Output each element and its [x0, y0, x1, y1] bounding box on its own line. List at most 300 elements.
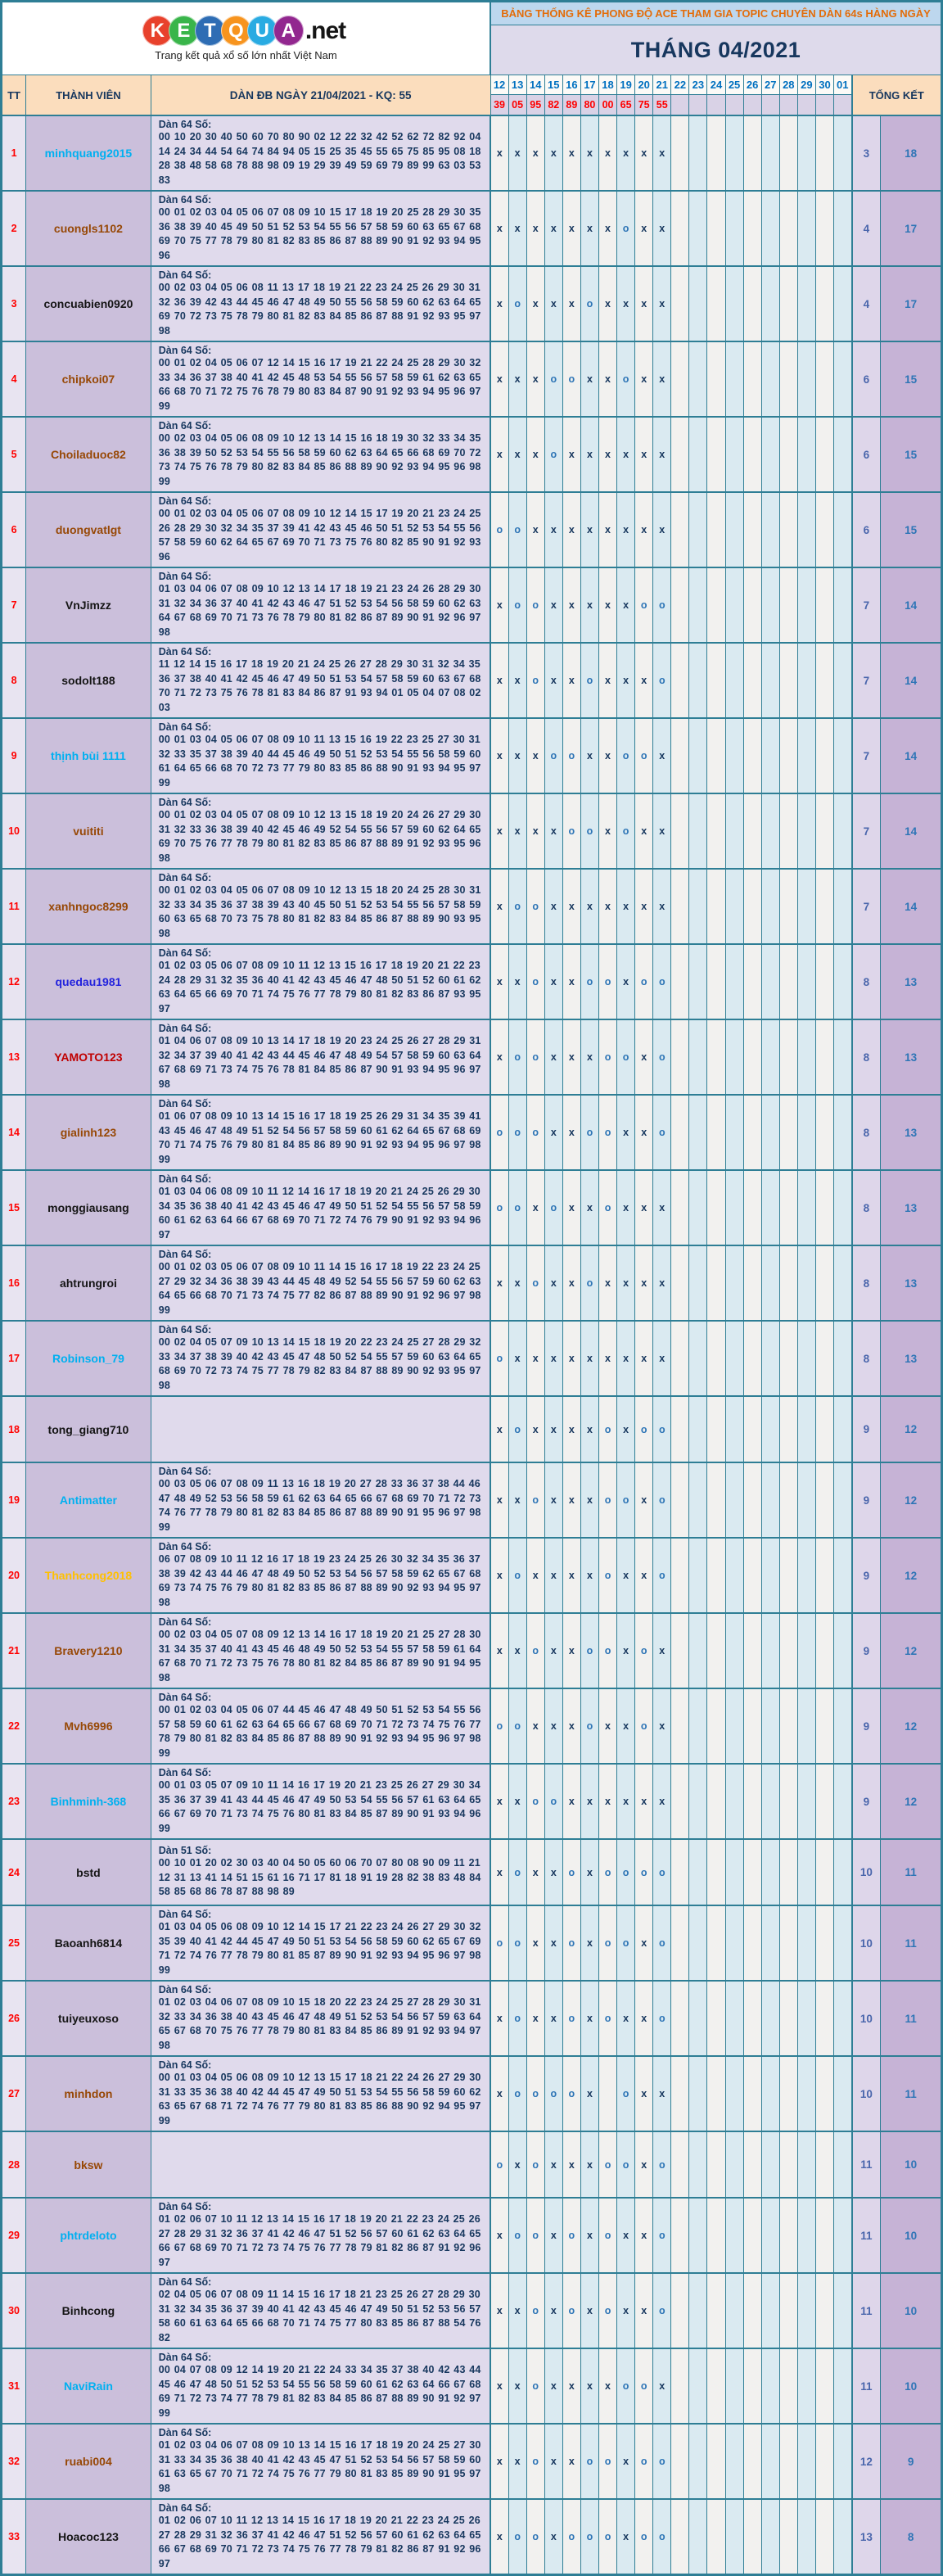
day-mark — [725, 2131, 743, 2198]
result-value — [761, 95, 779, 116]
table-row — [2, 718, 942, 793]
day-mark — [689, 643, 707, 718]
day-mark — [815, 191, 833, 266]
day-mark — [689, 266, 707, 341]
total-first: 7 — [852, 793, 881, 869]
day-mark: o — [562, 793, 580, 869]
day-mark: o — [490, 1321, 508, 1396]
day-mark: o — [508, 2499, 526, 2575]
day-mark: o — [598, 1462, 616, 1538]
total-first: 10 — [852, 1905, 881, 1981]
day-mark — [797, 2131, 815, 2198]
day-mark — [761, 1321, 779, 1396]
day-mark — [725, 793, 743, 869]
day-mark — [797, 1462, 815, 1538]
day-mark — [761, 2348, 779, 2424]
day-mark — [815, 2273, 833, 2348]
day-mark: x — [617, 2273, 635, 2348]
day-mark: x — [635, 1538, 653, 1613]
table-row — [2, 2131, 942, 2198]
total-second: 11 — [881, 1981, 942, 2056]
day-mark — [761, 1688, 779, 1764]
dan-cell — [151, 2198, 490, 2273]
dan-cell — [151, 1613, 490, 1688]
day-mark: o — [598, 1905, 616, 1981]
day-mark: x — [490, 718, 508, 793]
day-mark: x — [635, 492, 653, 567]
total-first: 4 — [852, 191, 881, 266]
day-mark — [779, 191, 797, 266]
day-mark: x — [490, 1538, 508, 1613]
dan-label: Dàn 64 Số: — [158, 1098, 212, 1109]
day-mark: o — [508, 2198, 526, 2273]
day-mark — [797, 718, 815, 793]
day-mark: x — [580, 2348, 598, 2424]
day-mark — [725, 1688, 743, 1764]
day-mark — [743, 1839, 761, 1905]
day-mark — [834, 341, 852, 417]
day-mark — [797, 567, 815, 643]
day-mark: x — [635, 341, 653, 417]
day-mark — [671, 341, 689, 417]
day-mark — [815, 1764, 833, 1839]
day-mark — [671, 1321, 689, 1396]
dan-numbers: 00 01 03 04 05 06 07 08 09 10 11 13 15 16 19 22 23 25 27 30 31 32 33 35 37 38 39 40 44 45 46 49 50 51 52 53 54 55 56 58 59 60 61 64 65 66 68 70 72 73 77 79 80 83 85 86 88 90 91 93 94 95 97 99 — [158, 734, 481, 789]
day-mark: x — [653, 417, 671, 492]
day-mark — [725, 1095, 743, 1170]
dan-cell — [151, 341, 490, 417]
day-mark: x — [580, 2056, 598, 2131]
day-mark: o — [598, 1538, 616, 1613]
member-name: Robinson_79 — [26, 1321, 151, 1396]
day-mark — [743, 1538, 761, 1613]
day-mark: x — [580, 115, 598, 191]
day-mark — [815, 115, 833, 191]
day-mark — [779, 417, 797, 492]
day-mark — [779, 1321, 797, 1396]
day-mark — [797, 944, 815, 1019]
day-mark — [815, 2056, 833, 2131]
day-mark — [671, 1170, 689, 1245]
dan-numbers: 00 02 04 05 07 09 10 13 14 15 18 19 20 22 23 24 25 27 28 29 32 33 34 37 38 39 40 42 43 45 47 48 50 52 54 55 57 59 60 63 64 65 68 69 70 72 73 74 75 77 78 79 82 83 84 87 88 89 90 92 93 95 97 98 — [158, 1336, 481, 1391]
table-row — [2, 417, 942, 492]
day-mark: o — [580, 1095, 598, 1170]
day-mark: x — [580, 1764, 598, 1839]
day-mark — [671, 2499, 689, 2575]
day-mark — [834, 2499, 852, 2575]
member-name: bksw — [26, 2131, 151, 2198]
day-mark: x — [544, 2273, 562, 2348]
day-mark: x — [598, 869, 616, 944]
day-mark — [779, 1095, 797, 1170]
site-logo[interactable] — [2, 2, 491, 75]
day-mark — [671, 115, 689, 191]
day-mark: x — [635, 2056, 653, 2131]
logo-letter: Q — [221, 16, 251, 46]
dan-label: Dàn 64 Số: — [158, 1984, 212, 1995]
day-mark: x — [490, 1764, 508, 1839]
dan-cell — [151, 1321, 490, 1396]
day-mark — [725, 2499, 743, 2575]
day-mark — [598, 2056, 616, 2131]
day-mark — [761, 1462, 779, 1538]
day-mark: o — [562, 1905, 580, 1981]
member-name: Bravery1210 — [26, 1613, 151, 1688]
table-row — [2, 1905, 942, 1981]
day-mark: x — [598, 643, 616, 718]
day-mark: o — [653, 1396, 671, 1462]
result-value: 75 — [635, 95, 653, 116]
day-mark: x — [562, 2424, 580, 2499]
day-mark: o — [635, 1396, 653, 1462]
day-mark — [707, 2348, 725, 2424]
day-mark — [779, 1462, 797, 1538]
total-second: 17 — [881, 266, 942, 341]
day-mark — [797, 1688, 815, 1764]
day-mark — [707, 1613, 725, 1688]
day-mark — [707, 2273, 725, 2348]
day-mark: x — [598, 492, 616, 567]
day-mark — [671, 2424, 689, 2499]
day-mark — [725, 1245, 743, 1321]
dan-numbers: 01 02 03 05 06 07 08 09 10 11 12 13 15 16 17 18 19 20 21 22 23 24 28 29 31 32 35 36 40 41 42 43 45 46 47 48 50 51 52 60 61 62 63 64 65 66 69 70 71 74 75 76 77 78 79 80 81 82 83 86 87 93 95 97 — [158, 960, 481, 1015]
day-mark: x — [653, 869, 671, 944]
day-mark — [707, 1462, 725, 1538]
table-row — [2, 1981, 942, 2056]
row-index: 19 — [2, 1462, 26, 1538]
day-mark: x — [580, 718, 598, 793]
total-second: 14 — [881, 869, 942, 944]
day-mark — [761, 2424, 779, 2499]
dan-numbers: 00 01 03 05 07 09 10 11 14 16 17 19 20 21 23 25 26 27 29 30 34 35 36 37 39 41 43 44 45 46 47 49 50 53 54 55 56 57 61 63 64 65 66 67 69 70 71 73 74 75 76 80 81 83 84 85 87 89 90 91 93 94 96 99 — [158, 1779, 481, 1834]
day-mark: o — [653, 1839, 671, 1905]
day-mark — [834, 1462, 852, 1538]
day-mark — [707, 944, 725, 1019]
day-mark: x — [580, 2131, 598, 2198]
total-first: 8 — [852, 944, 881, 1019]
day-mark — [834, 718, 852, 793]
total-second: 11 — [881, 2056, 942, 2131]
day-mark: x — [526, 793, 544, 869]
day-mark — [815, 1981, 833, 2056]
day-mark: x — [580, 1019, 598, 1095]
dan-cell — [151, 417, 490, 492]
total-second: 10 — [881, 2348, 942, 2424]
day-mark: x — [490, 191, 508, 266]
row-index: 29 — [2, 2198, 26, 2273]
table-row — [2, 567, 942, 643]
day-mark: o — [617, 2348, 635, 2424]
row-index: 4 — [2, 341, 26, 417]
day-mark: x — [562, 1688, 580, 1764]
day-mark: x — [526, 1396, 544, 1462]
total-second: 10 — [881, 2198, 942, 2273]
day-mark: o — [562, 1839, 580, 1905]
day-mark — [725, 341, 743, 417]
day-mark: x — [580, 417, 598, 492]
day-mark — [707, 191, 725, 266]
total-first: 10 — [852, 1981, 881, 2056]
day-mark — [797, 1095, 815, 1170]
total-second: 9 — [881, 2424, 942, 2499]
day-mark — [761, 1839, 779, 1905]
day-mark: o — [653, 2499, 671, 2575]
day-mark — [707, 643, 725, 718]
day-mark: o — [490, 1688, 508, 1764]
day-mark — [761, 115, 779, 191]
day-mark — [725, 1764, 743, 1839]
day-mark — [761, 1095, 779, 1170]
day-mark — [743, 2424, 761, 2499]
day-mark — [797, 191, 815, 266]
day-mark: x — [508, 793, 526, 869]
day-mark: x — [490, 2499, 508, 2575]
day-mark: o — [580, 2499, 598, 2575]
day-mark — [815, 417, 833, 492]
day-mark — [671, 869, 689, 944]
day-mark: o — [544, 718, 562, 793]
total-first: 12 — [852, 2424, 881, 2499]
day-mark: x — [526, 1905, 544, 1981]
day-mark: x — [544, 2424, 562, 2499]
day-mark — [761, 567, 779, 643]
day-mark — [743, 1396, 761, 1462]
row-index: 2 — [2, 191, 26, 266]
member-name: xanhngoc8299 — [26, 869, 151, 944]
day-mark: x — [580, 567, 598, 643]
total-second: 17 — [881, 191, 942, 266]
day-mark: o — [617, 1905, 635, 1981]
dan-cell — [151, 869, 490, 944]
total-second: 14 — [881, 567, 942, 643]
total-second: 8 — [881, 2499, 942, 2575]
day-mark — [797, 1396, 815, 1462]
day-mark — [671, 2348, 689, 2424]
day-mark — [797, 2056, 815, 2131]
dan-numbers: 00 01 03 04 05 06 08 09 10 12 13 15 17 18 21 22 24 26 27 29 30 31 33 35 36 38 40 42 44 45 47 49 50 51 53 54 55 56 58 59 60 62 63 65 67 68 71 72 74 76 77 79 80 81 83 85 86 88 90 92 94 95 97 99 — [158, 2072, 481, 2126]
day-mark — [815, 944, 833, 1019]
row-index: 6 — [2, 492, 26, 567]
day-mark: o — [508, 492, 526, 567]
day-mark: o — [526, 1613, 544, 1688]
day-mark — [707, 2499, 725, 2575]
day-mark: x — [580, 341, 598, 417]
day-mark — [707, 1245, 725, 1321]
day-mark — [725, 1019, 743, 1095]
day-mark: x — [544, 1905, 562, 1981]
day-mark: x — [598, 2348, 616, 2424]
header-columns-row — [2, 75, 942, 95]
day-mark — [689, 2056, 707, 2131]
member-name: Binhcong — [26, 2273, 151, 2348]
day-mark: o — [490, 1170, 508, 1245]
day-mark: x — [617, 1613, 635, 1688]
day-mark — [689, 1019, 707, 1095]
day-mark: o — [580, 944, 598, 1019]
day-mark — [779, 2348, 797, 2424]
day-mark: o — [490, 492, 508, 567]
day-mark: x — [598, 417, 616, 492]
day-mark: x — [653, 492, 671, 567]
day-mark — [725, 1170, 743, 1245]
day-mark — [671, 567, 689, 643]
total-second: 13 — [881, 1095, 942, 1170]
day-mark: x — [580, 2198, 598, 2273]
day-mark: o — [617, 1019, 635, 1095]
day-mark — [707, 1321, 725, 1396]
row-index: 30 — [2, 2273, 26, 2348]
day-mark — [815, 1245, 833, 1321]
total-second: 10 — [881, 2131, 942, 2198]
day-mark — [815, 1839, 833, 1905]
day-mark: x — [490, 1245, 508, 1321]
row-index: 24 — [2, 1839, 26, 1905]
member-name: YAMOTO123 — [26, 1019, 151, 1095]
result-value — [779, 95, 797, 116]
row-index: 22 — [2, 1688, 26, 1764]
day-mark — [834, 1981, 852, 2056]
day-mark — [779, 2056, 797, 2131]
row-index: 21 — [2, 1613, 26, 1688]
day-mark: x — [635, 1170, 653, 1245]
result-value — [815, 95, 833, 116]
day-mark — [761, 417, 779, 492]
logo-letter: T — [195, 16, 225, 46]
day-mark: o — [508, 1538, 526, 1613]
day-mark: x — [598, 191, 616, 266]
total-first: 9 — [852, 1764, 881, 1839]
day-mark: x — [544, 1981, 562, 2056]
total-second: 11 — [881, 1905, 942, 1981]
day-mark — [743, 1613, 761, 1688]
day-mark: o — [598, 2131, 616, 2198]
day-mark: x — [598, 266, 616, 341]
day-mark: o — [580, 2424, 598, 2499]
day-mark — [797, 643, 815, 718]
day-mark — [761, 1905, 779, 1981]
day-mark — [743, 191, 761, 266]
day-mark — [689, 1613, 707, 1688]
day-mark — [761, 2198, 779, 2273]
day-mark: x — [635, 643, 653, 718]
day-mark: o — [653, 1905, 671, 1981]
date-header: 24 — [707, 75, 725, 95]
member-name: tuiyeuxoso — [26, 1981, 151, 2056]
dan-numbers: 00 01 02 03 05 06 07 08 09 10 11 14 15 16 17 18 19 22 23 24 25 27 29 32 34 36 38 39 43 44 45 48 49 52 54 55 56 57 59 60 62 63 64 65 66 68 70 71 73 74 75 77 82 86 87 88 89 90 91 92 96 97 98 99 — [158, 1261, 481, 1316]
day-mark: x — [490, 115, 508, 191]
day-mark — [707, 793, 725, 869]
member-name: tong_giang710 — [26, 1396, 151, 1462]
day-mark: x — [617, 266, 635, 341]
day-mark: x — [562, 643, 580, 718]
row-index: 7 — [2, 567, 26, 643]
total-first: 6 — [852, 341, 881, 417]
day-mark: x — [490, 1839, 508, 1905]
date-header: 19 — [617, 75, 635, 95]
total-first: 8 — [852, 1019, 881, 1095]
day-mark: x — [635, 191, 653, 266]
day-mark: o — [544, 341, 562, 417]
day-mark — [834, 1170, 852, 1245]
dan-label: Dàn 64 Số: — [158, 1173, 212, 1185]
dan-cell — [151, 1462, 490, 1538]
day-mark: o — [490, 1095, 508, 1170]
result-value: 65 — [617, 95, 635, 116]
day-mark: o — [508, 1839, 526, 1905]
day-mark — [779, 944, 797, 1019]
total-second: 12 — [881, 1613, 942, 1688]
day-mark — [743, 1981, 761, 2056]
dan-label: Dàn 64 Số: — [158, 2502, 212, 2514]
day-mark: x — [653, 718, 671, 793]
day-mark — [707, 1764, 725, 1839]
day-mark: x — [598, 1764, 616, 1839]
day-mark: x — [562, 869, 580, 944]
dan-cell — [151, 793, 490, 869]
day-mark — [743, 643, 761, 718]
day-mark — [743, 2056, 761, 2131]
day-mark: o — [526, 2424, 544, 2499]
day-mark — [834, 115, 852, 191]
result-value — [797, 95, 815, 116]
day-mark: x — [490, 1462, 508, 1538]
day-mark — [761, 1170, 779, 1245]
day-mark: x — [490, 341, 508, 417]
day-mark — [834, 1019, 852, 1095]
day-mark — [815, 2131, 833, 2198]
day-mark: o — [526, 1245, 544, 1321]
day-mark: x — [580, 492, 598, 567]
date-header: 14 — [526, 75, 544, 95]
day-mark — [815, 643, 833, 718]
dan-numbers: 00 01 02 03 04 05 06 07 08 09 10 15 17 18 19 20 25 28 29 30 35 36 38 39 40 45 49 50 51 52 53 54 55 56 57 58 59 60 63 65 67 68 69 70 75 77 78 79 80 81 82 83 85 86 87 88 89 90 91 92 93 94 95 96 — [158, 206, 481, 261]
day-mark — [689, 718, 707, 793]
dan-label: Dàn 64 Số: — [158, 2427, 212, 2438]
day-mark — [707, 341, 725, 417]
dan-cell — [151, 1170, 490, 1245]
day-mark — [689, 341, 707, 417]
day-mark — [834, 191, 852, 266]
day-mark — [779, 1688, 797, 1764]
day-mark: x — [544, 1839, 562, 1905]
day-mark: o — [562, 2198, 580, 2273]
day-mark — [834, 1095, 852, 1170]
day-mark — [689, 2198, 707, 2273]
logo-letter: U — [247, 16, 277, 46]
day-mark: x — [544, 492, 562, 567]
day-mark: x — [490, 643, 508, 718]
dan-numbers: 11 12 14 15 16 17 18 19 20 21 24 25 26 27 28 29 30 31 32 34 35 36 37 38 40 41 42 45 46 47 49 50 51 53 54 57 58 59 60 63 67 68 70 71 72 73 75 76 78 81 83 84 86 87 91 93 94 01 05 04 07 08 02 03 — [158, 658, 481, 713]
day-mark: x — [598, 1245, 616, 1321]
dan-numbers: 00 01 02 04 05 06 07 12 14 15 16 17 19 21 22 24 25 28 29 30 32 33 34 36 37 38 40 41 42 45 48 53 54 55 56 57 58 59 61 62 63 65 66 68 70 71 72 75 76 78 79 80 83 84 87 90 91 92 93 94 95 96 97 99 — [158, 357, 481, 412]
table-row — [2, 2348, 942, 2424]
total-second: 13 — [881, 1245, 942, 1321]
day-mark: x — [617, 1981, 635, 2056]
day-mark — [725, 869, 743, 944]
day-mark: o — [508, 869, 526, 944]
logo-letter: E — [169, 16, 199, 46]
dan-cell — [151, 1688, 490, 1764]
day-mark — [707, 1688, 725, 1764]
dan-label: Dàn 64 Số: — [158, 194, 212, 206]
dan-numbers: 01 03 04 06 08 09 10 11 12 14 16 17 18 19 20 21 24 25 26 29 30 34 35 36 38 40 41 42 43 45 46 47 49 50 51 52 54 55 56 57 58 59 60 61 62 63 64 66 67 68 69 70 71 72 74 76 79 90 91 92 93 94 96 97 — [158, 1186, 481, 1241]
day-mark — [725, 567, 743, 643]
day-mark: o — [508, 1981, 526, 2056]
day-mark — [743, 1245, 761, 1321]
day-mark — [671, 1019, 689, 1095]
day-mark: x — [562, 1321, 580, 1396]
day-mark: x — [598, 793, 616, 869]
